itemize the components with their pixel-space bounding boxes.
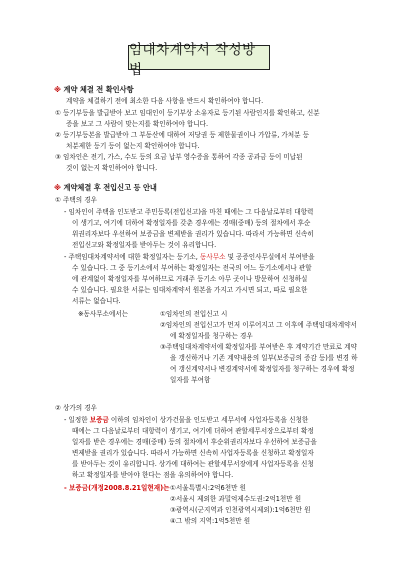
deposit-other: ④그 밖의 지역:1억5천만 원 [170, 517, 251, 525]
dong-item2-line2: 에 확정일자를 청구하는 경우 [170, 332, 253, 340]
dongsamuso-note-label: ※동사무소에서는 [78, 310, 129, 318]
deposit-threshold-label: - 보증금(개정2008.8.21일현재)는 [64, 484, 170, 492]
housing-p2-line3: 에 관계없이 확정일자를 부여하므로 거래주 등기소 아무 곳이나 방문하여 신청하실 [72, 275, 308, 283]
commercial-subheading: ② 상가의 경우 [55, 404, 97, 412]
commercial-line5: 를 받아두는 것이 유리합니다. 상가에 대하여는 관할세무서장에게 사업자등록을 신청 [72, 460, 314, 468]
housing-p2-line1-end: 및 공증인사무실에서 부여받을 [227, 253, 315, 261]
commercial-line4: 변제받을 권리가 있습니다. 따라서 가능하면 신속히 사업자등록을 신청하고 확정일자 [72, 449, 314, 457]
section1-heading [54, 86, 134, 94]
housing-p2-line2: 수 있습니다. 그 중 등기소에서 부여하는 확정일자는 전국의 어느 등기소에서나 관할 [72, 264, 312, 272]
housing-p2-line4: 수 있습니다. 필요한 서류는 임대차계약서 원본을 가지고 가시면 되고, 따로 필요한 [72, 286, 308, 294]
section1-item2-line2: 처분제한 등기 등이 없는지 확인하여야 합니다. [66, 142, 200, 150]
section2-mark: ※ [54, 183, 61, 192]
commercial-line1-end: 이하의 임차인이 상가건물을 인도받고 세무서에 사업자등록을 신청한 [110, 416, 309, 424]
section1-item3-line2: 것이 없는지 확인하여야 합니다. [66, 164, 158, 172]
title-box [128, 41, 270, 78]
section1-intro: 계약을 체결하기 전에 최소한 다음 사항을 반드시 확인하여야 합니다. [66, 97, 264, 105]
dong-item3-line4: 일자를 부여함 [170, 376, 211, 384]
commercial-line3: 일자를 받은 경우에는 경매(중매) 등의 절차에서 후순위권리자보다 우선하여 보증금을 [72, 438, 317, 446]
section2-heading [54, 184, 157, 192]
section1-item1-line2: 증을 보고 그 사람이 맞는지를 확인하여야 합니다. [66, 120, 209, 128]
housing-p1-line2: 이 생기고, 여기에 더하여 확정일자를 갖춘 경우에는 경매(중매) 등의 절차에서 후순 [72, 219, 311, 227]
deposit-highlight: 보증금 [89, 416, 109, 424]
housing-p2-line5: 서류는 없습니다. [72, 297, 121, 305]
housing-p1-line1: - 임차인이 주택을 인도받고 주민등록(전입신고)을 마친 때에는 그 다음날로부터 대항력 [64, 208, 314, 216]
dongsamuso-highlight: 동사무소 [200, 253, 226, 261]
deposit-seoul: ①서울특별시:2억6천만 원 [170, 484, 246, 492]
dong-item3-line1: ③주택임대차계약서에 확정일자를 부여받은 후 계약기간 만료로 계약 [160, 343, 357, 351]
housing-p2-line1 [64, 253, 315, 261]
housing-subheading: ① 주택의 경우 [55, 196, 97, 204]
dong-item2-line1: ②임차인의 전입신고가 먼저 이루어지고 그 이후에 주택임대차계약서 [160, 321, 357, 329]
commercial-line1-start: - 일정한 [64, 416, 88, 424]
commercial-line6: 하고 확정일자를 받아야 한다는 점을 유의하여야 합니다. [72, 471, 234, 479]
deposit-metro-city: ③광역시(군지역과 인천광역시제외):1억6천만 원 [170, 506, 311, 514]
section1-item2-line1: ② 등기부등본을 발급받아 그 부동산에 대하여 저당권 등 제한물권이나 가압류, 가처분 등 [55, 131, 309, 139]
housing-p2-line1-start: - 주택임대차계약서에 대한 확정일자는 등기소, [64, 253, 198, 261]
housing-p1-line4: 전입신고와 확정일자를 받아두는 것이 유리합니다. [72, 241, 217, 249]
section1-mark: ※ [54, 85, 61, 94]
housing-p1-line3: 위권리자보다 우선하여 보증금을 변제받을 권리가 있습니다. 따라서 가능하면 신속히 [72, 230, 314, 238]
section2-heading-text: 계약체결 후 전입신고 등 안내 [63, 183, 157, 192]
section1-item3-line1: ③ 임차인은 전기, 가스, 수도 등의 요금 납부 영수증을 통하여 각종 공과금 등이 미납된 [55, 153, 303, 161]
document-title: 임대차계약서 작성방법 [129, 41, 256, 78]
commercial-line2: 때에는 그 다음날로부터 대항력이 생기고, 여기에 더하여 관할세무서장으로부터 확정 [72, 427, 314, 435]
dong-item1: ①임차인의 전입신고 시 [160, 310, 228, 318]
dong-item3-line2: 을 갱신하거나 기존 계약내용의 일부(보증금의 증감 등)를 변경 하 [170, 354, 358, 362]
section1-item1-line1: ① 등기부등을 발급받아 보고 임대인이 등기부상 소유자로 등기된 사람인지를 확인하고, 신분 [55, 109, 320, 117]
deposit-metro-capital: ②서울시 제외한 과밀억제수도권:2억1천만 원 [170, 495, 302, 503]
commercial-line1 [64, 416, 308, 424]
dong-item3-line3: 여 갱신계약서나 변경계약서에 확정일자를 청구하는 경우에 확정 [170, 365, 355, 373]
section1-heading-text: 계약 체결 전 확인사항 [63, 85, 134, 94]
